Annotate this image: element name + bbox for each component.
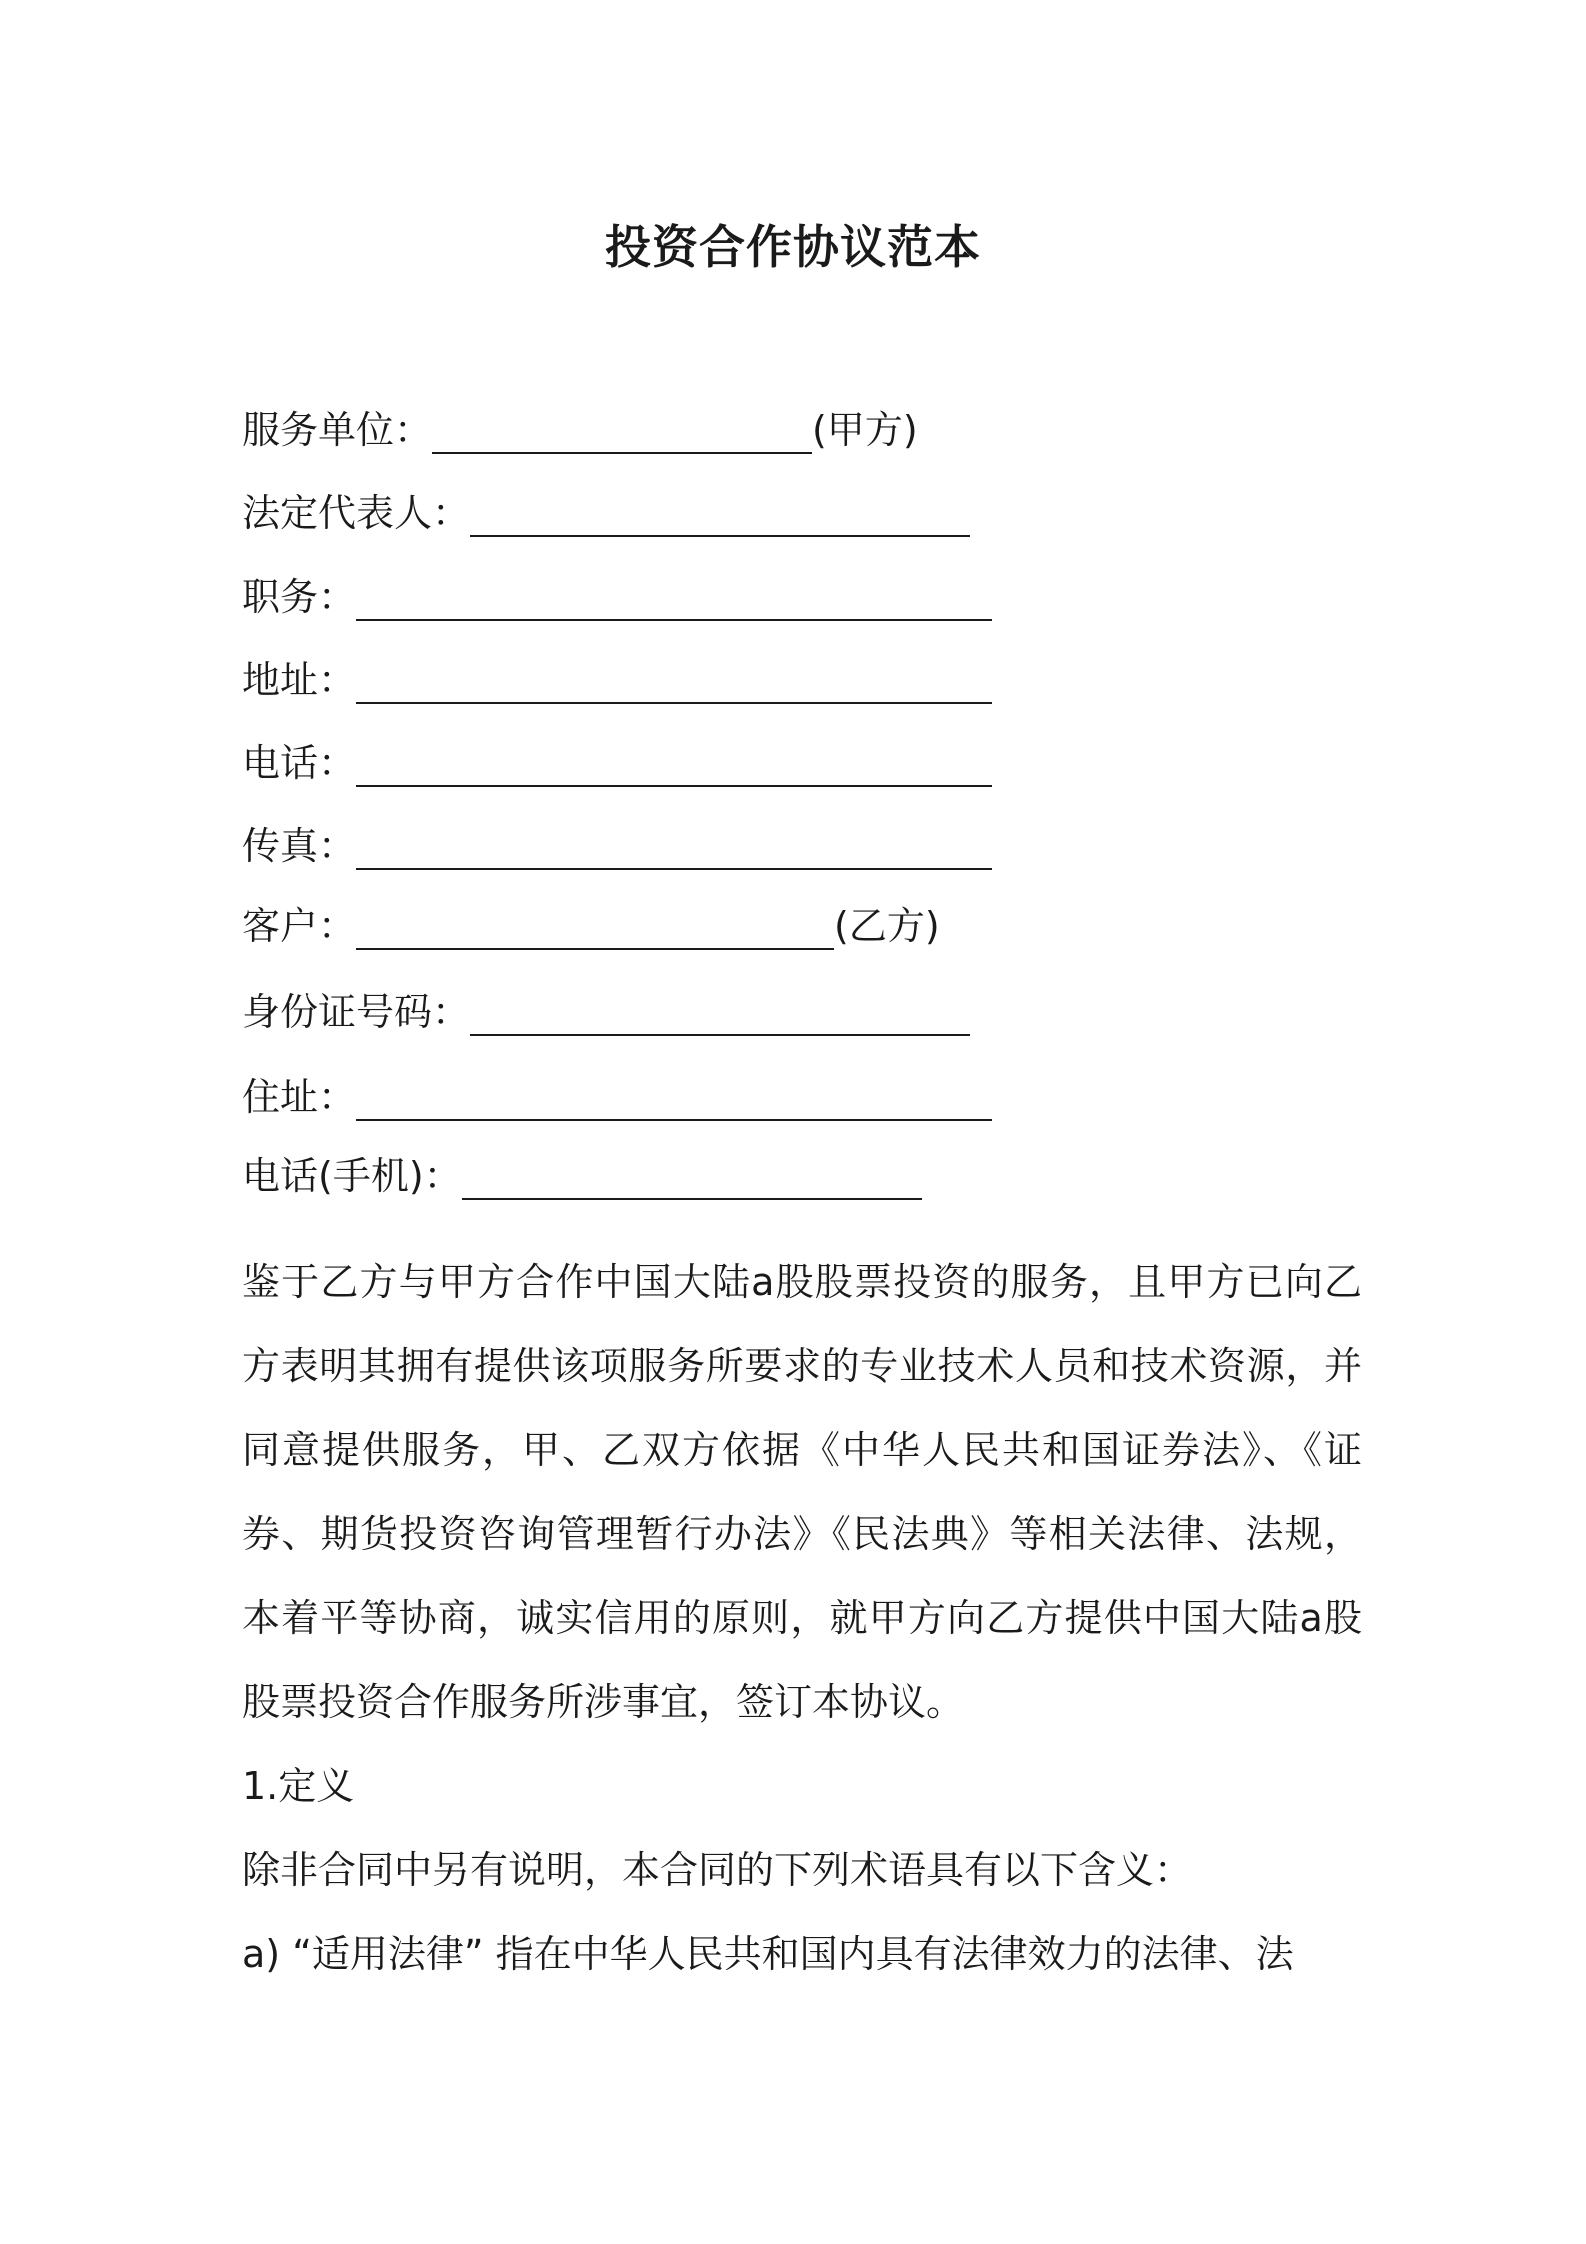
document-title: 投资合作协议范本	[605, 220, 981, 274]
field-suffix: (甲方)	[812, 408, 918, 452]
field-id-number	[242, 982, 970, 1042]
field-service-unit	[242, 400, 918, 460]
field-label: 身份证号码：	[242, 990, 471, 1034]
agreement-body	[242, 1240, 1362, 1996]
blank-line[interactable]	[432, 408, 812, 454]
field-label: 传真：	[242, 824, 357, 868]
field-label: 电话(手机)：	[242, 1154, 462, 1198]
definition-item: a) “适用法律” 指在中华人民共和国内具有法律效力的法律、法	[242, 1932, 1294, 1976]
field-mobile	[242, 1146, 922, 1206]
section-heading: 1.定义	[242, 1764, 355, 1808]
blank-line[interactable]	[356, 824, 992, 870]
blank-line[interactable]	[356, 575, 992, 621]
field-phone	[242, 733, 992, 793]
field-label: 住址：	[242, 1075, 357, 1119]
blank-line[interactable]	[356, 741, 992, 787]
field-position	[242, 567, 992, 627]
blank-line[interactable]	[470, 491, 970, 537]
field-label: 服务单位：	[242, 408, 433, 452]
preamble-paragraph: 鉴于乙方与甲方合作中国大陆a股股票投资的服务，且甲方已向乙方表明其拥有提供该项服务所要求的专业技术人员和技术资源，并同意提供服务，甲、乙双方依据《中华人民共和国证券法》、《证券、期货投资咨询管理暂行办法》《民法典》等相关法律、法规，本着平等协商，诚实信用的原则，就甲方向乙方提供中国大陆a股股票投资合作服务所涉事宜，签订本协议。	[242, 1260, 1362, 1724]
field-label: 法定代表人：	[242, 491, 471, 535]
section-intro: 除非合同中另有说明，本合同的下列术语具有以下含义：	[242, 1848, 1193, 1892]
blank-line[interactable]	[462, 1154, 922, 1200]
blank-line[interactable]	[356, 1075, 992, 1121]
field-suffix: (乙方)	[834, 904, 940, 948]
blank-line[interactable]	[356, 904, 834, 950]
field-legal-representative	[242, 483, 970, 543]
field-address	[242, 650, 992, 710]
field-label: 客户：	[242, 904, 357, 948]
field-label: 职务：	[242, 575, 357, 619]
field-label: 电话：	[242, 741, 357, 785]
field-client	[242, 896, 940, 956]
field-fax	[242, 816, 992, 876]
blank-line[interactable]	[470, 990, 970, 1036]
field-residence	[242, 1067, 992, 1127]
blank-line[interactable]	[356, 658, 992, 704]
field-label: 地址：	[242, 658, 357, 702]
